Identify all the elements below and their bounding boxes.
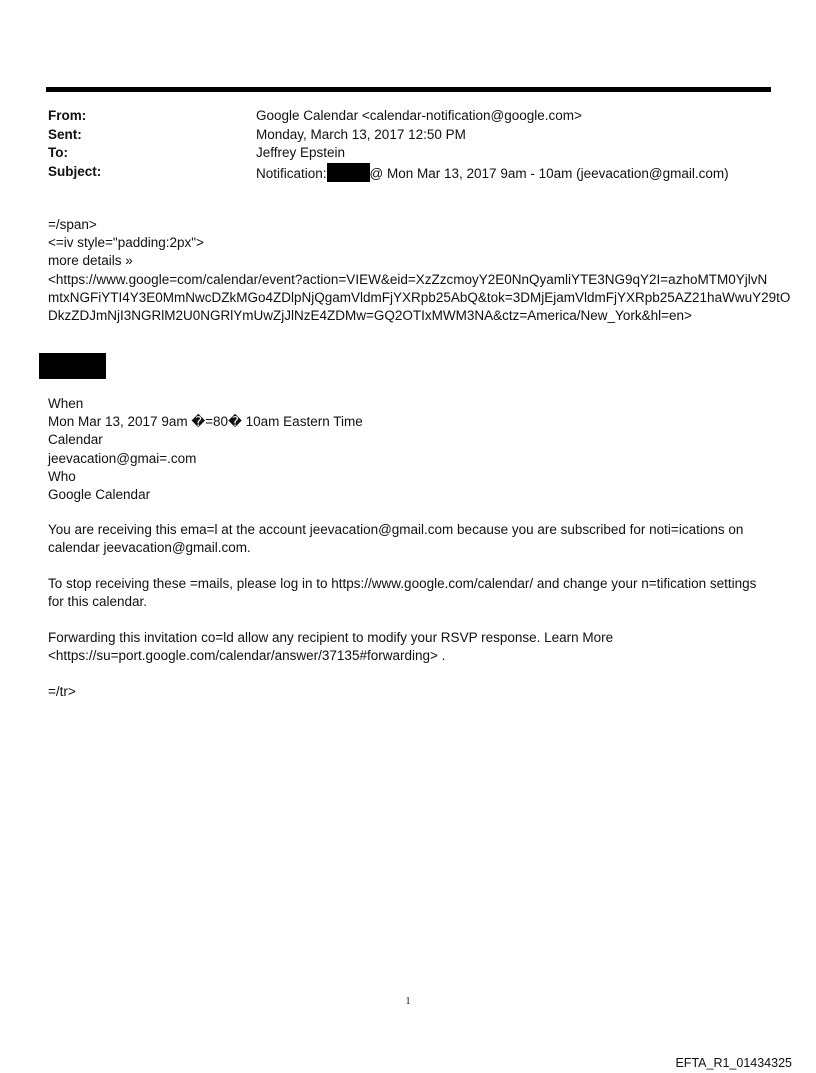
paragraph-line: =/tr> <box>48 684 76 699</box>
sent-value: Monday, March 13, 2017 12:50 PM <box>256 126 466 142</box>
paragraph-line: Forwarding this invitation co=ld allow any recipient to modify your RSVP response. Learn More <box>48 630 614 645</box>
paragraph-line: for this calendar. <box>48 594 148 610</box>
more-details-line: more details » <box>48 253 133 269</box>
when-label: When <box>48 396 84 411</box>
body-line: =/span> <box>48 217 97 232</box>
document-id: EFTA_R1_01434325 <box>675 1056 792 1070</box>
paragraph-line: <https://su=port.google.com/calendar/answer/37135#forwarding> . <box>48 648 446 664</box>
sent-label: Sent: <box>48 126 82 142</box>
forwarding-paragraph <box>48 629 613 665</box>
calendar-value: jeevacation@gmai=.com <box>48 450 197 466</box>
to-label: To: <box>48 145 68 160</box>
event-url-line: mtxNGFiYTI4Y3E0MmNwcDZkMGo4ZDlpNjQgamVldmFjYXRpb25AbQ&tok=3DMjEjamVldmFjYXRpb25AZ21haWwuY29tO <box>48 289 791 305</box>
paragraph-line: You are receiving this ema=l at the account jeevacation@gmail.com because you are subscribed for noti=ications on <box>48 522 744 537</box>
sent-row <box>48 126 773 145</box>
subject-suffix: @ Mon Mar 13, 2017 9am - 10am (jeevacation@gmail.com) <box>369 165 729 181</box>
event-url-line: <https://www.google=com/calendar/event?action=VIEW&eid=XzZzcmoyY2E0NnQyamliYTE3NG9qY2I=azhoMTM0YjlvN <box>48 271 768 287</box>
redaction-block <box>39 353 106 379</box>
when-value: Mon Mar 13, 2017 9am �=80� 10am Eastern Time <box>48 414 363 430</box>
who-label: Who <box>48 468 76 484</box>
paragraph-line: calendar jeevacation@gmail.com. <box>48 540 251 556</box>
closing-tag-line <box>48 683 76 701</box>
from-label: From: <box>48 108 87 123</box>
event-url-line: DkzZDJmNjI3NGRlM2U0NGRlYmUwZjJlNzE4ZDMw=GQ2OTIxMWM3NA&ctz=America/New_York&hl=en> <box>48 308 692 324</box>
subject-label: Subject: <box>48 163 102 179</box>
receiving-paragraph <box>48 521 743 557</box>
page-number: 1 <box>405 996 411 1007</box>
header-rule <box>46 87 771 92</box>
subject-value <box>256 163 729 184</box>
to-value: Jeffrey Epstein <box>256 145 346 160</box>
event-details <box>48 395 363 504</box>
who-value: Google Calendar <box>48 487 151 503</box>
from-row <box>48 107 773 126</box>
body-line: <=iv style="padding:2px"> <box>48 235 204 251</box>
paragraph-line: To stop receiving these =mails, please log in to https://www.google.com/calendar/ and change your n=tification settings <box>48 576 757 591</box>
subject-row <box>48 163 773 182</box>
calendar-label: Calendar <box>48 432 103 448</box>
to-row <box>48 144 773 163</box>
email-header <box>48 107 773 181</box>
subject-prefix: Notification: <box>256 165 327 181</box>
raw-html-block <box>48 216 790 325</box>
from-value: Google Calendar <calendar-notification@google.com> <box>256 108 582 123</box>
stop-receiving-paragraph <box>48 575 756 611</box>
subject-redaction <box>327 163 370 182</box>
